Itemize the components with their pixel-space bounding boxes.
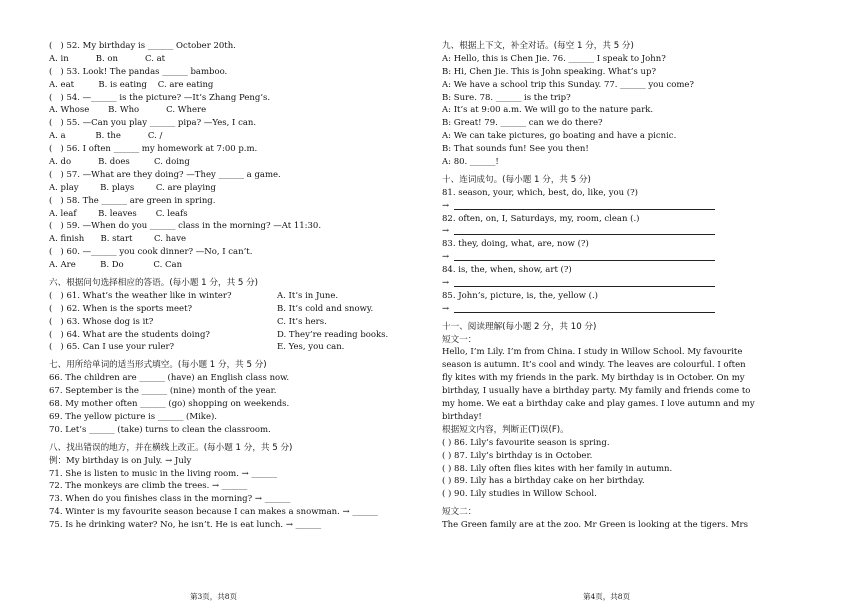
options-55: A. a B. the C. / — [49, 131, 163, 142]
dialogue-line: A: We have a school trip this Sunday. 77. ______ you come? — [442, 79, 694, 90]
question-55: ( ) 55. —Can you play ______ pipa? —Yes, I can. — [49, 118, 257, 129]
answer-line[interactable] — [442, 200, 847, 213]
passage-2-line: The Green family are at the zoo. Mr Green is looking at the tigers. Mrs — [442, 520, 748, 531]
dialogue-line: B: Hi, Chen Jie. This is John speaking. What’s up? — [442, 66, 656, 77]
matching-answer: A. It’s in June. — [277, 290, 339, 301]
question-54: ( ) 54. —______ is the picture? —It’s Zhang Peng’s. — [49, 92, 271, 103]
question-57: ( ) 57. —What are they doing? —They ______ a game. — [49, 169, 281, 180]
right-page-column — [442, 40, 847, 532]
question-87: ( ) 87. Lily’s birthday is in October. — [442, 450, 593, 461]
arrow-icon: → — [442, 278, 450, 289]
dialogue-line: A: It’s at 9:00 a.m. We will go to the nature park. — [442, 105, 654, 116]
question-89: ( ) 89. Lily has a birthday cake on her birthday. — [442, 476, 645, 487]
sentence-building-section — [442, 187, 847, 316]
question-72: 72. The monkeys are climb the trees. → ______ — [49, 481, 248, 492]
passage-line: birthday! — [442, 411, 482, 422]
options-54: A. Whose B. Who C. Where — [49, 105, 207, 116]
passage-line: fly kites with my friends in the park. My birthday is in October. On my — [442, 373, 745, 384]
matching-row — [49, 290, 449, 303]
matching-question: ( ) 63. Whose dog is it? — [49, 316, 154, 327]
options-53: A. eat B. is eating C. are eating — [49, 79, 214, 90]
dialogue-line: B: Great! 79. ______ can we do there? — [442, 118, 603, 129]
matching-question: ( ) 62. When is the sports meet? — [49, 303, 193, 314]
question-69: 69. The yellow picture is ______ (Mike). — [49, 411, 217, 422]
matching-row — [49, 316, 449, 329]
options-56: A. do B. does C. doing — [49, 157, 190, 168]
dialogue-line: A: 80. ______! — [442, 157, 499, 168]
question-85: 85. John’s, picture, is, the, yellow (.) — [442, 290, 598, 301]
question-58: ( ) 58. The ______ are green in spring. — [49, 195, 216, 206]
arrow-icon: → — [442, 303, 450, 314]
matching-answer: E. Yes, you can. — [277, 342, 345, 353]
matching-answer: D. They’re reading books. — [277, 329, 389, 340]
word-form-section — [49, 372, 449, 436]
question-83: 83. they, doing, what, are, now (?) — [442, 239, 589, 250]
matching-row — [49, 341, 449, 354]
dialogue-line: A: We can take pictures, go boating and have a picnic. — [442, 131, 677, 142]
arrow-icon: → — [442, 226, 450, 237]
left-page-column — [49, 40, 449, 532]
question-52: ( ) 52. My birthday is ______ October 20th. — [49, 41, 236, 51]
question-60: ( ) 60. —______ you cook dinner? —No, I can’t. — [49, 247, 253, 258]
answer-line[interactable] — [442, 251, 847, 264]
options-57: A. play B. plays C. are playing — [49, 182, 216, 193]
arrow-icon: → — [442, 252, 450, 263]
error-correction-section — [49, 455, 449, 532]
question-84: 84. is, the, when, show, art (?) — [442, 265, 572, 276]
matching-section — [49, 290, 449, 354]
section-9-title: 九、根据上下文，补全对话。(每空 1 分，共 5 分) — [442, 41, 634, 51]
answer-line[interactable] — [442, 277, 847, 290]
options-60: A. Are B. Do C. Can — [49, 260, 183, 271]
section-8-title: 八、找出错误的地方，并在横线上改正。(每小题 1 分，共 5 分) — [49, 442, 293, 453]
dialogue-section — [442, 53, 847, 169]
answer-line[interactable] — [442, 303, 847, 316]
passage-line: my home. We eat a birthday cake and play games. I love autumn and my — [442, 399, 755, 410]
options-52: A. in B. on C. at — [49, 53, 166, 64]
question-73: 73. When do you finishes class in the morning? → ______ — [49, 494, 291, 505]
section-6-title: 六、根据问句选择相应的答语。(每小题 1 分，共 5 分) — [49, 278, 259, 289]
passage-1-label: 短文一： — [442, 334, 477, 345]
question-53: ( ) 53. Look! The pandas ______ bamboo. — [49, 66, 228, 77]
question-59: ( ) 59. —When do you ______ class in the morning? —At 11:30. — [49, 221, 322, 232]
question-68: 68. My mother often ______ (go) shopping on weekends. — [49, 399, 290, 410]
passage-line: Hello, I’m Lily. I’m from China. I study in Willow School. My favourite — [442, 347, 743, 358]
options-59: A. finish B. start C. have — [49, 234, 187, 245]
dialogue-line: B: That sounds fun! See you then! — [442, 144, 589, 155]
question-81: 81. season, your, which, best, do, like, you (?) — [442, 187, 638, 198]
section-7-title: 七、用所给单词的适当形式填空。(每小题 1 分，共 5 分) — [49, 360, 267, 371]
matching-question: ( ) 61. What’s the weather like in winter? — [49, 290, 232, 301]
left-page-footer: 第3页，共8页 — [190, 592, 238, 601]
question-67: 67. September is the ______ (nine) month of the year. — [49, 386, 277, 397]
question-74: 74. Winter is my favourite season because I can makes a snowman. → ______ — [49, 507, 378, 518]
true-false-section — [442, 437, 847, 501]
passage-line: season is autumn. It’s cool and windy. The leaves are colourful. I often — [442, 360, 746, 371]
question-86: ( ) 86. Lily’s favourite season is spring. — [442, 437, 610, 448]
question-90: ( ) 90. Lily studies in Willow School. — [442, 489, 597, 500]
question-56: ( ) 56. I often ______ my homework at 7:00 p.m. — [49, 144, 258, 155]
section-11-title: 十一、阅读理解(每小题 2 分，共 10 分) — [442, 321, 597, 332]
question-71: 71. She is listen to music in the living room. → ______ — [49, 468, 277, 479]
section-10-title: 十、连词成句。(每小题 1 分，共 5 分) — [442, 174, 591, 185]
matching-answer: B. It’s cold and snowy. — [277, 303, 374, 314]
options-58: A. leaf B. leaves C. leafs — [49, 208, 188, 219]
arrow-icon: → — [442, 200, 450, 211]
matching-answer: C. It’s hers. — [277, 316, 327, 327]
passage-1 — [442, 346, 847, 423]
matching-row — [49, 329, 449, 342]
answer-line[interactable] — [442, 225, 847, 238]
question-70: 70. Let’s ______ (take) turns to clean the classroom. — [49, 424, 271, 435]
passage-2-label: 短文二： — [442, 507, 477, 518]
tf-instruction: 根据短文内容，判断正(T)误(F)。 — [442, 424, 569, 435]
matching-row — [49, 303, 449, 316]
question-88: ( ) 88. Lily often flies kites with her family in autumn. — [442, 463, 673, 474]
dialogue-line: A: Hello, this is Chen Jie. 76. ______ I speak to John? — [442, 53, 666, 64]
question-82: 82. often, on, I, Saturdays, my, room, clean (.) — [442, 213, 640, 224]
example-line: 例：My birthday is on July. → July — [49, 455, 192, 466]
matching-question: ( ) 64. What are the students doing? — [49, 329, 210, 340]
passage-line: birthday, I usually have a birthday party. My family and friends come to — [442, 386, 751, 397]
dialogue-line: B: Sure. 78. ______ is the trip? — [442, 92, 571, 103]
question-75: 75. Is he drinking water? No, he isn’t. He is eat lunch. → ______ — [49, 520, 322, 531]
question-66: 66. The children are ______ (have) an English class now. — [49, 373, 290, 384]
matching-question: ( ) 65. Can I use your ruler? — [49, 342, 175, 353]
multiple-choice-section — [49, 40, 449, 272]
right-page-footer: 第4页，共8页 — [583, 592, 631, 601]
